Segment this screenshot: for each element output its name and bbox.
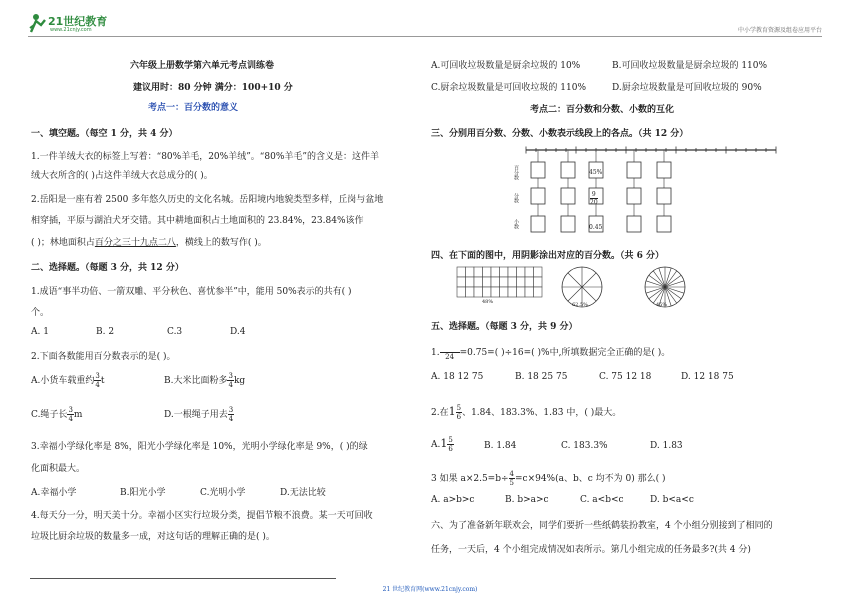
- p5-q2-option-b: B. 1.84: [484, 441, 517, 451]
- p2-q1-option-a: A. 1: [31, 327, 49, 337]
- grid-cell: [457, 277, 466, 287]
- row-label-decimal: 小数: [513, 219, 519, 229]
- answer-box: [627, 216, 641, 232]
- answer-box: [561, 216, 575, 232]
- row-label-percent: 百分数: [513, 165, 519, 180]
- p5-q1-option-c: C. 75 12 18: [599, 372, 652, 382]
- p5-q3-option-d: D. b<a<c: [650, 495, 694, 505]
- p5-q3-prefix: 3 如果 a×2.5=b÷: [431, 474, 509, 484]
- answer-box: [531, 188, 545, 204]
- p2-q3-line2: 化面积最大。: [31, 464, 86, 474]
- footer-divider: [30, 578, 336, 579]
- p2-q2-option-c-text: C.绳子长: [31, 410, 68, 420]
- grid-cell: [483, 277, 492, 287]
- p2-q1-option-d: D.4: [230, 327, 246, 337]
- p5-q3-fraction: $\frac{4}{5}$: [509, 470, 514, 487]
- p2-q4-option-c: C.厨余垃圾数量是可回收垃圾的 110%: [431, 83, 587, 93]
- logo-text: 21世纪教育: [48, 15, 108, 28]
- p2-q4-option-a: A.可回收垃圾数量是厨余垃圾的 10%: [431, 61, 581, 71]
- mixed-fraction: $\frac{5}{6}$: [456, 404, 462, 421]
- p5-q1-fraction: 24: [440, 344, 460, 361]
- grid-cell: [517, 267, 526, 277]
- shade-label-48: 48%: [482, 299, 494, 305]
- answer-box: [531, 162, 545, 178]
- grid-cell: [508, 267, 517, 277]
- p5-q2-option-d: D. 1.83̇: [650, 441, 683, 451]
- shade-label-62-5: 62.5%: [572, 302, 588, 308]
- p1-q2-line3-b: ，横线上的数写作( )。: [175, 238, 267, 248]
- p2-q2-option-a: [31, 372, 104, 389]
- section-title-2: 考点二：百分数和分数、小数的互化: [530, 105, 675, 115]
- circle-eighths: [562, 267, 602, 307]
- p1-q2-line3: [31, 235, 267, 248]
- answer-box: [561, 188, 575, 204]
- p2-q1-line2: 个。: [31, 308, 50, 318]
- shade-label-45: 45%: [656, 302, 668, 308]
- mixed-whole: 1: [448, 405, 456, 418]
- p1-q1-line2: 绒大衣所含的( )占这件羊绒大衣总成分的( )。: [31, 171, 213, 181]
- p2-q2-option-b-text: B.大米比面粉多: [164, 376, 228, 386]
- p5-q1: [431, 344, 670, 361]
- p2-q2-stem: 2.下面各数能用百分数表示的是( )。: [31, 352, 176, 362]
- grid-cell: [525, 287, 534, 297]
- shading-figures: [455, 265, 700, 317]
- hundred-grid: [457, 267, 542, 297]
- grid-cell: [491, 267, 500, 277]
- p5-q3-option-c: C. a<b<c: [580, 495, 624, 505]
- grid-cell: [534, 277, 543, 287]
- p5-q3-text: =c×94%(a、b、c 均不为 0) 那么( ): [514, 474, 666, 484]
- p1-q2-line3-a: ( )；林地面积占: [31, 238, 95, 248]
- grid-cell: [534, 267, 543, 277]
- exam-title: 六年级上册数学第六单元考点训练卷: [130, 61, 275, 71]
- grid-cell: [483, 267, 492, 277]
- p5-q1-option-d: D. 12 18 75: [681, 372, 734, 382]
- grid-cell: [500, 277, 509, 287]
- grid-cell: [500, 267, 509, 277]
- grid-cell: [525, 277, 534, 287]
- p2-q4-line2: 垃圾比厨余垃圾的数量多一成，对这句话的理解正确的是( )。: [31, 532, 275, 542]
- footer-text: 21 世纪教育网(www.21cnjy.com): [382, 586, 478, 593]
- grid-cell: [457, 287, 466, 297]
- p1-q1-line1: 1.一件羊绒大衣的标签上写着：“80%羊毛，20%羊绒”。“80%羊毛”的含义是：这件羊: [31, 152, 380, 162]
- row-label-fraction: 分数: [513, 193, 519, 203]
- p2-q4-option-b: B.可回收垃圾数量是厨余垃圾的 110%: [612, 61, 768, 71]
- p5-q1-text: =0.75=( )÷16=( )%中,所填数据完全正确的是( )。: [459, 348, 671, 358]
- p2-q3-line1: 3.幸福小学绿化率是 8%，阳光小学绿化率是 10%，光明小学绿化率是 9%，( )的绿: [31, 442, 368, 452]
- p2-q4-option-d: D.厨余垃圾数量是可回收垃圾的 90%: [612, 83, 762, 93]
- part6-line2: 任务，一天后，4 个小组完成情况如表所示。第几小组完成的任务最多?(共 4 分): [431, 545, 751, 555]
- logo-subtext: www.21cnjy.com: [50, 27, 92, 33]
- p2-q2-option-d: [164, 406, 234, 423]
- fraction-3-4: $\frac{3}{4}$: [228, 406, 234, 423]
- p1-q2-line1: 2.岳阳是一座有着 2500 多年悠久历史的文化名城。岳阳境内地貌类型多样，丘岗与盆地: [31, 195, 384, 205]
- part5-heading: 五、选择题。（每题 3 分，共 9 分）: [431, 322, 578, 332]
- p5-q3-option-b: B. b>a>c: [505, 495, 549, 505]
- grid-cell: [508, 287, 517, 297]
- circle-twentieths: [645, 267, 685, 307]
- grid-cell: [466, 287, 475, 297]
- p2-q2-option-b: [164, 372, 245, 389]
- grid-cell: [491, 287, 500, 297]
- grid-cell: [474, 277, 483, 287]
- part4-heading: 四、在下面的图中，用阴影涂出对应的百分数。（共 6 分）: [431, 251, 665, 261]
- grid-cell: [534, 287, 543, 297]
- exam-subtitle: 建议用时：80 分钟 满分：100+10 分: [133, 83, 293, 93]
- grid-cell: [483, 287, 492, 297]
- grid-cell: [474, 267, 483, 277]
- given-fraction: $\frac{9}{20}$: [590, 191, 598, 206]
- p5-q2-text: 、1.84、183.3%、1.83̇ 中，( )最大。: [462, 408, 622, 418]
- answer-box: [657, 188, 671, 204]
- part2-heading: 二、选择题。（每题 3 分，共 12 分）: [31, 263, 184, 273]
- p2-q1-line1: 1.成语“事半功倍、一箭双雕、平分秋色、喜忧参半”中，能用 50%表示的共有( ): [31, 287, 352, 297]
- p2-q2-option-d-text: D.一根绳子用去: [164, 410, 228, 420]
- unit-t: t: [100, 376, 105, 386]
- number-line-figure: [510, 140, 780, 236]
- answer-box: [657, 216, 671, 232]
- given-decimal: 0.45: [589, 224, 603, 231]
- p5-q3: [431, 470, 666, 487]
- part1-heading: 一、填空题。（每空 1 分，共 4 分）: [31, 129, 178, 139]
- p2-q3-option-d: D.无法比较: [280, 488, 326, 498]
- grid-cell: [517, 287, 526, 297]
- answer-box: [627, 188, 641, 204]
- grid-cell: [508, 277, 517, 287]
- p5-q3-option-a: A. a>b>c: [431, 495, 475, 505]
- p2-q3-option-b: B.阳光小学: [120, 488, 166, 498]
- answer-box: [627, 162, 641, 178]
- p2-q4-line1: 4.每天分一分，明天美十分。幸福小区实行垃圾分类，提倡节粮不浪费。某一天可回收: [31, 511, 373, 521]
- header-platform-text: 中小学教育资源及组卷应用平台: [737, 27, 822, 34]
- fraction-3-4: $\frac{3}{4}$: [68, 406, 73, 423]
- unit-kg: kg: [233, 376, 246, 386]
- answer-box: [561, 162, 575, 178]
- fraction-3-4: $\frac{3}{4}$: [95, 372, 100, 389]
- brand-logo: [28, 12, 106, 36]
- answer-box: [531, 216, 545, 232]
- p5-q1-number: 1.: [431, 348, 440, 358]
- p2-q2-option-a-text: A.小货车载重约: [31, 376, 95, 386]
- p2-q2-option-c: [31, 406, 82, 423]
- p5-q2-option-a: A.1 $\frac{5}{6}$: [431, 436, 453, 453]
- part3-heading: 三、分别用百分数、分数、小数表示线段上的各点。（共 12 分）: [431, 129, 689, 139]
- grid-cell: [491, 277, 500, 287]
- grid-cell: [457, 267, 466, 277]
- grid-cell: [466, 277, 475, 287]
- p5-q2-prefix: 2.在: [431, 408, 449, 418]
- answer-box: [657, 162, 671, 178]
- fraction-3-4: $\frac{3}{4}$: [228, 372, 233, 389]
- header-divider: [28, 36, 822, 37]
- grid-cell: [466, 267, 475, 277]
- section-title-1: 考点一：百分数的意义: [148, 103, 239, 113]
- grid-cell: [500, 287, 509, 297]
- part6-line1: 六、为了准备新年联欢会，同学们要折一些纸鹤装扮教室，4 个小组分别接到了相同的: [431, 521, 773, 531]
- p5-q2: [431, 404, 621, 421]
- grid-cell: [517, 277, 526, 287]
- p5-q2-option-c: C. 183.3%: [561, 441, 608, 451]
- p2-q3-option-c: C.光明小学: [200, 488, 246, 498]
- given-percent: 45%: [589, 169, 603, 176]
- number-line-boxes: [531, 150, 671, 232]
- grid-cell: [474, 287, 483, 297]
- unit-m: m: [73, 410, 83, 420]
- grid-cell: [525, 267, 534, 277]
- p5-q1-option-a: A. 18 12 75: [431, 372, 484, 382]
- p5-q1-option-b: B. 18 25 75: [515, 372, 568, 382]
- p1-q2-underlined: 百分之三十九点二八: [94, 238, 176, 248]
- p2-q1-option-c: C.3: [167, 327, 183, 337]
- p1-q2-line2: 相穿插，平原与湖泊犬牙交错。其中耕地面积占土地面积的 23.84%，23.84%该作: [31, 216, 364, 226]
- p2-q3-option-a: A.幸福小学: [31, 488, 77, 498]
- p2-q1-option-b: B. 2: [96, 327, 115, 337]
